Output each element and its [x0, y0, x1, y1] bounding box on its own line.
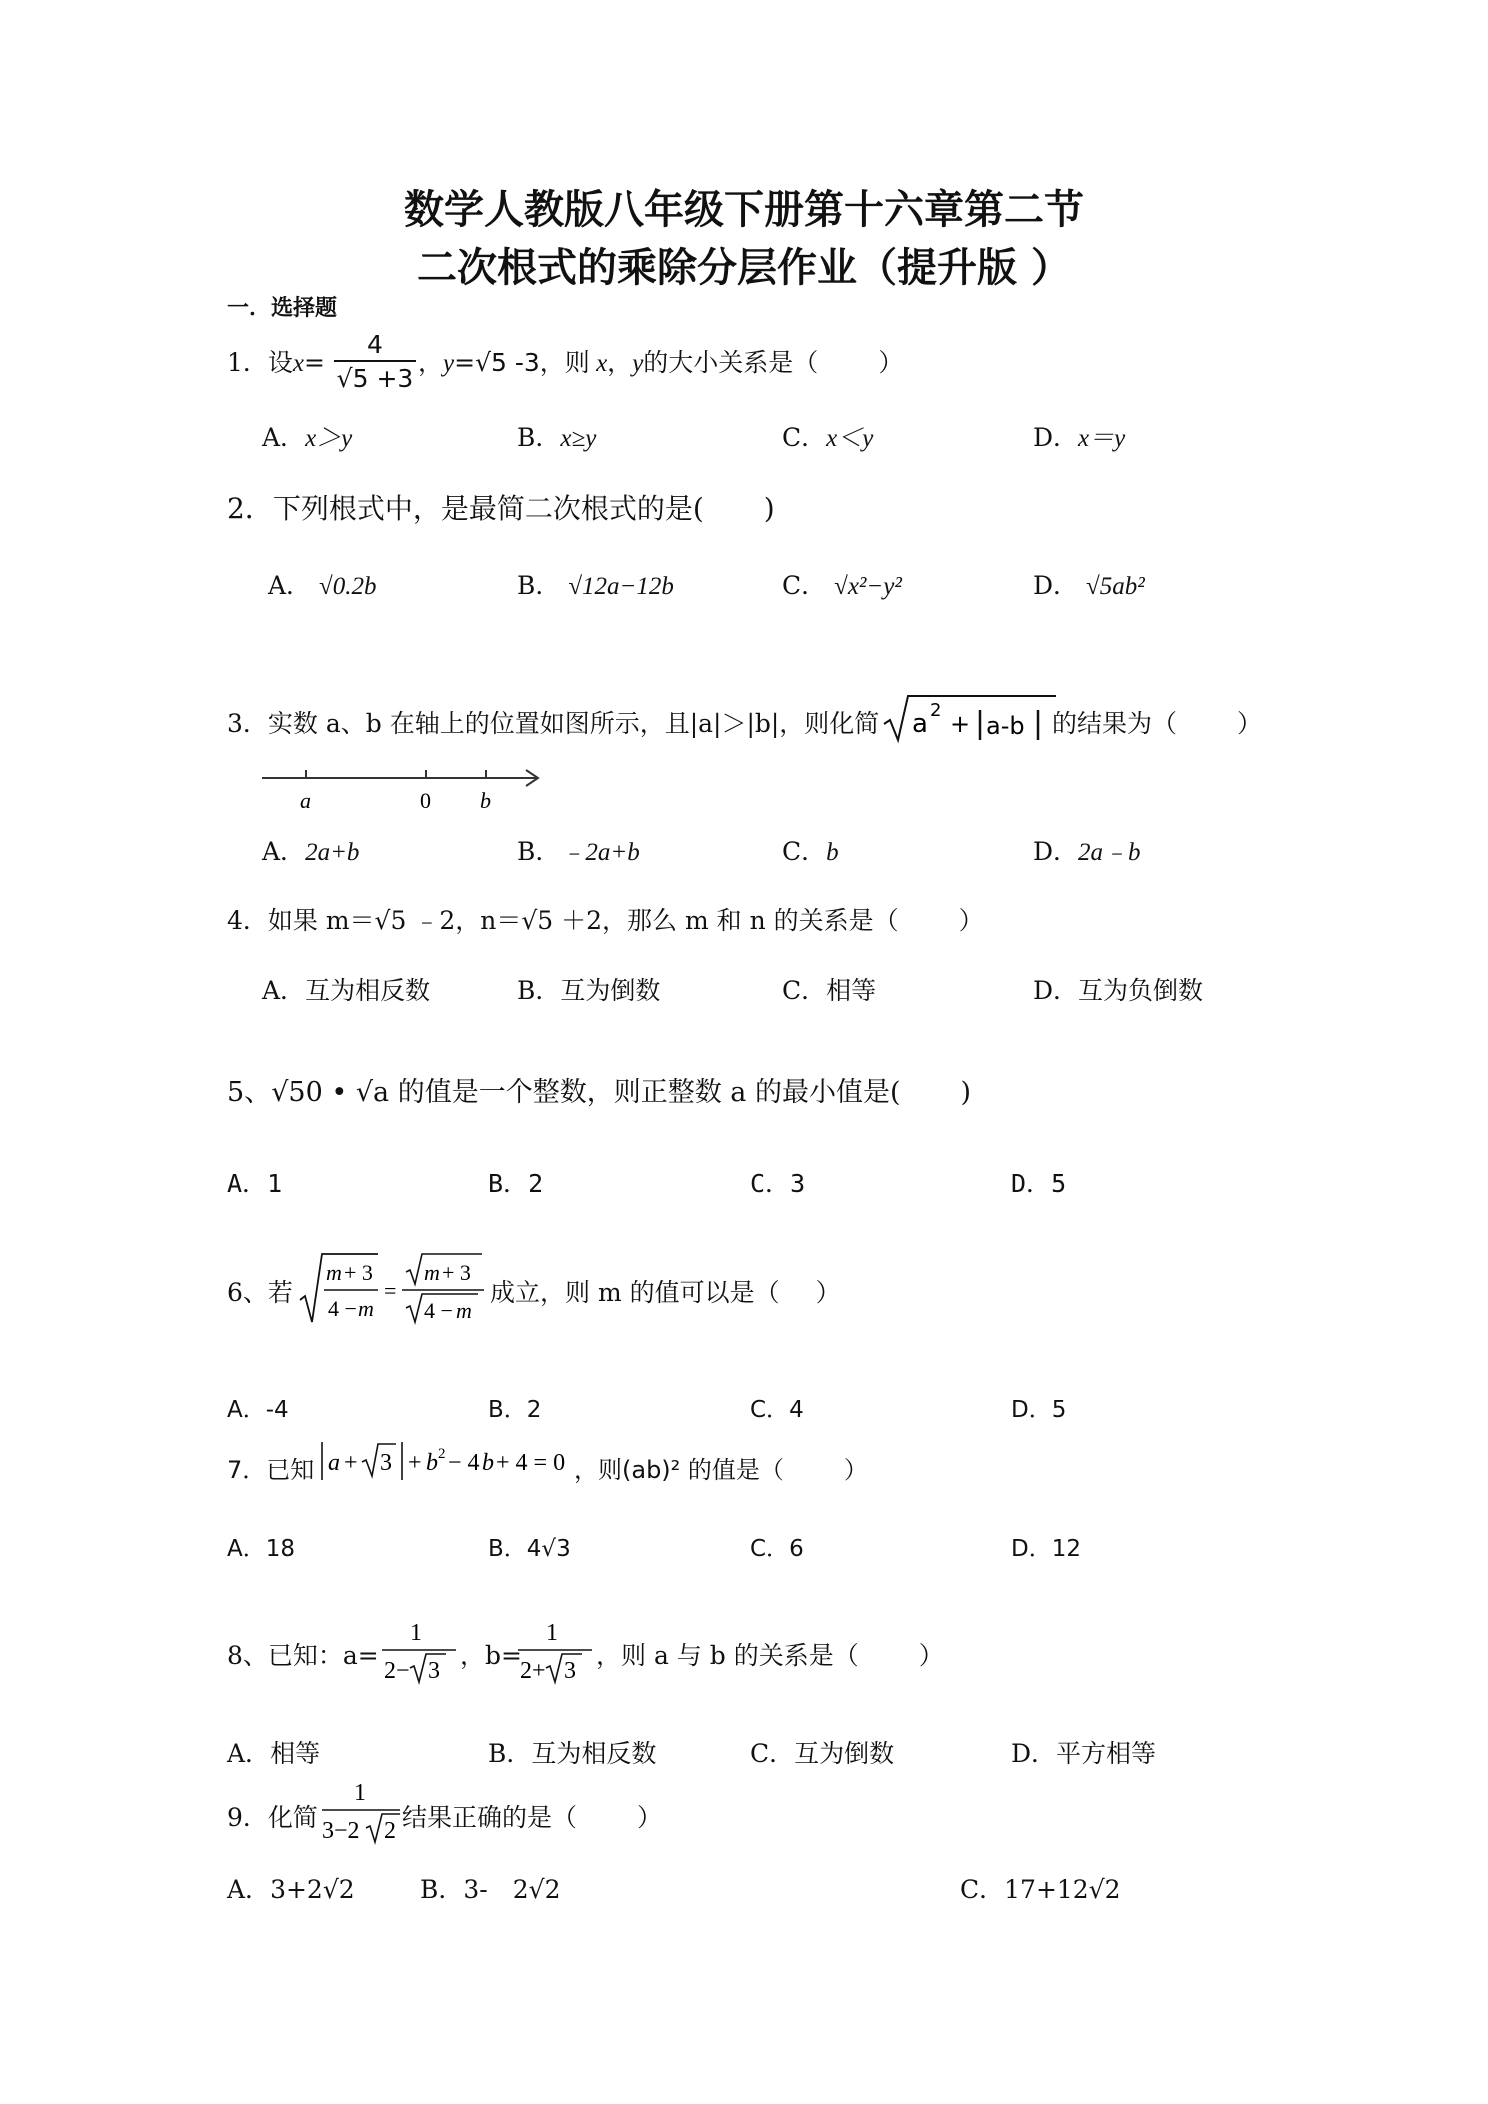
svg-text:+ 3: + 3 — [344, 1260, 373, 1285]
question-9: 9．化简 — [227, 1803, 318, 1832]
q8-fraction-b — [516, 1614, 596, 1686]
q9-option-a[interactable]: A．3+2√2 — [227, 1875, 355, 1904]
question-1: 1．设x= — [227, 348, 325, 377]
q3-number-line — [258, 764, 548, 814]
q5-option-c[interactable]: C．3 — [750, 1169, 806, 1198]
question-3: 3．实数 a、b 在轴上的位置如图所示，且|a|＞|b|，则化简 — [227, 709, 880, 738]
svg-text:3: 3 — [380, 1450, 392, 1476]
svg-text:4 −: 4 − — [424, 1298, 453, 1323]
q8-option-d[interactable]: D．平方相等 — [1011, 1739, 1157, 1768]
svg-text:3: 3 — [564, 1658, 576, 1684]
q8-fraction-a — [380, 1614, 460, 1686]
svg-text:2: 2 — [384, 1818, 396, 1844]
svg-text:2: 2 — [930, 700, 942, 721]
svg-text:1: 1 — [354, 1780, 366, 1806]
svg-text:m: m — [326, 1260, 342, 1285]
q2-option-a[interactable]: A． √0.2b — [268, 571, 377, 600]
q4-option-a[interactable]: A．互为相反数 — [262, 976, 431, 1005]
svg-text:2: 2 — [438, 1446, 446, 1462]
svg-text:+: + — [408, 1450, 422, 1476]
q4-option-b[interactable]: B．互为倒数 — [517, 976, 661, 1005]
q5-option-d[interactable]: D．5 — [1011, 1169, 1067, 1198]
q9-tail: 结果正确的是（ ） — [402, 1803, 663, 1832]
q7-tail: ，则(ab)² 的值是（ ） — [574, 1456, 868, 1484]
q1-option-a[interactable]: A．x＞y — [262, 423, 353, 452]
q1-option-b[interactable]: B．x≥y — [517, 423, 597, 452]
q6-option-c[interactable]: C．4 — [750, 1397, 804, 1423]
question-2: 2．下列根式中，是最简二次根式的是( ) — [227, 492, 775, 525]
svg-text:a-b: a-b — [986, 712, 1025, 740]
q4-option-d[interactable]: D．互为负倒数 — [1033, 976, 1204, 1005]
q6-tail: 成立，则 m 的值可以是（ ） — [490, 1278, 841, 1307]
question-5: 5、√50 • √a 的值是一个整数，则正整数 a 的最小值是( ) — [227, 1077, 972, 1108]
question-4: 4．如果 m＝√5 ﹣2，n＝√5 ＋2，那么 m 和 n 的关系是（ ） — [227, 906, 984, 935]
q9-option-c[interactable]: C．17+12√2 — [960, 1875, 1121, 1904]
q6-option-b[interactable]: B．2 — [488, 1397, 542, 1423]
svg-text:+: + — [950, 710, 971, 738]
q1-rest: ，y=√5 -3，则 x，y的大小关系是（ ） — [418, 348, 904, 377]
question-6: 6、若 — [227, 1278, 293, 1307]
q5-option-b[interactable]: B．2 — [488, 1169, 544, 1198]
svg-text:b: b — [482, 1450, 494, 1476]
numberline-label-a: a — [300, 788, 311, 813]
svg-text:m: m — [358, 1296, 374, 1321]
q2-option-c[interactable]: C． √x²−y² — [782, 571, 902, 600]
svg-text:a: a — [912, 709, 928, 739]
q7-option-b[interactable]: B．4√3 — [488, 1536, 571, 1562]
svg-text:3−2: 3−2 — [322, 1818, 360, 1844]
q5-option-a[interactable]: A．1 — [227, 1169, 283, 1198]
q7-equation — [318, 1436, 578, 1486]
svg-text:4 −: 4 − — [328, 1296, 357, 1321]
svg-text:m: m — [424, 1260, 440, 1285]
question-7: 7．已知 — [227, 1456, 315, 1484]
q8-option-c[interactable]: C．互为倒数 — [750, 1739, 895, 1768]
svg-text:1: 1 — [410, 1620, 422, 1646]
numberline-label-0: 0 — [420, 788, 431, 813]
page-title-line2: 二次根式的乘除分层作业（提升版 ） — [417, 245, 1071, 291]
q2-option-d[interactable]: D． √5ab² — [1033, 571, 1145, 600]
numberline-label-b: b — [480, 788, 491, 813]
svg-text:+ 4 = 0: + 4 = 0 — [496, 1450, 566, 1476]
question-8: 8、已知：a= — [227, 1641, 379, 1670]
q6-option-d[interactable]: D．5 — [1011, 1397, 1067, 1423]
svg-text:1: 1 — [546, 1620, 558, 1646]
q7-option-d[interactable]: D．12 — [1011, 1536, 1081, 1562]
q8-option-a[interactable]: A．相等 — [227, 1739, 321, 1768]
q8-tail: ，则 a 与 b 的关系是（ ） — [596, 1641, 944, 1670]
svg-text:2−: 2− — [384, 1658, 410, 1684]
q7-option-a[interactable]: A．18 — [227, 1536, 296, 1562]
page-title-line1: 数学人教版八年级下册第十六章第二节 — [404, 187, 1084, 233]
q2-option-b[interactable]: B． √12a−12b — [517, 571, 674, 600]
svg-text:=: = — [384, 1278, 397, 1303]
section-heading: 一．选择题 — [227, 296, 338, 321]
q8-option-b[interactable]: B．互为相反数 — [488, 1739, 657, 1768]
q1-option-d[interactable]: D．x＝y — [1033, 423, 1126, 452]
svg-text:b: b — [426, 1450, 438, 1476]
q4-option-c[interactable]: C．相等 — [782, 976, 877, 1005]
q3-option-c[interactable]: C．b — [782, 837, 839, 866]
q8-mid: ，b= — [460, 1641, 522, 1670]
svg-text:2+: 2+ — [520, 1658, 546, 1684]
q9-fraction — [320, 1776, 404, 1846]
question-number: 1． — [227, 348, 268, 377]
q3-option-d[interactable]: D．2a﹣b — [1033, 837, 1141, 866]
svg-text:+: + — [344, 1450, 358, 1476]
svg-text:+ 3: + 3 — [442, 1260, 471, 1285]
svg-text:m: m — [456, 1298, 472, 1323]
q1-fraction: 4 √5 +3 — [334, 330, 416, 396]
q3-tail: 的结果为（ ） — [1052, 709, 1263, 738]
q3-option-a[interactable]: A．2a+b — [262, 837, 360, 866]
q7-option-c[interactable]: C．6 — [750, 1536, 804, 1562]
svg-text:3: 3 — [428, 1658, 440, 1684]
q6-option-a[interactable]: A．-4 — [227, 1397, 289, 1423]
svg-text:a: a — [328, 1450, 340, 1476]
q6-equation — [298, 1250, 488, 1330]
q3-radical-expression — [880, 690, 1060, 746]
q3-option-b[interactable]: B．﹣2a+b — [517, 837, 640, 866]
svg-text:− 4: − 4 — [448, 1450, 480, 1476]
q1-option-c[interactable]: C．x＜y — [782, 423, 874, 452]
q9-option-b[interactable]: B．3- 2√2 — [420, 1875, 561, 1904]
